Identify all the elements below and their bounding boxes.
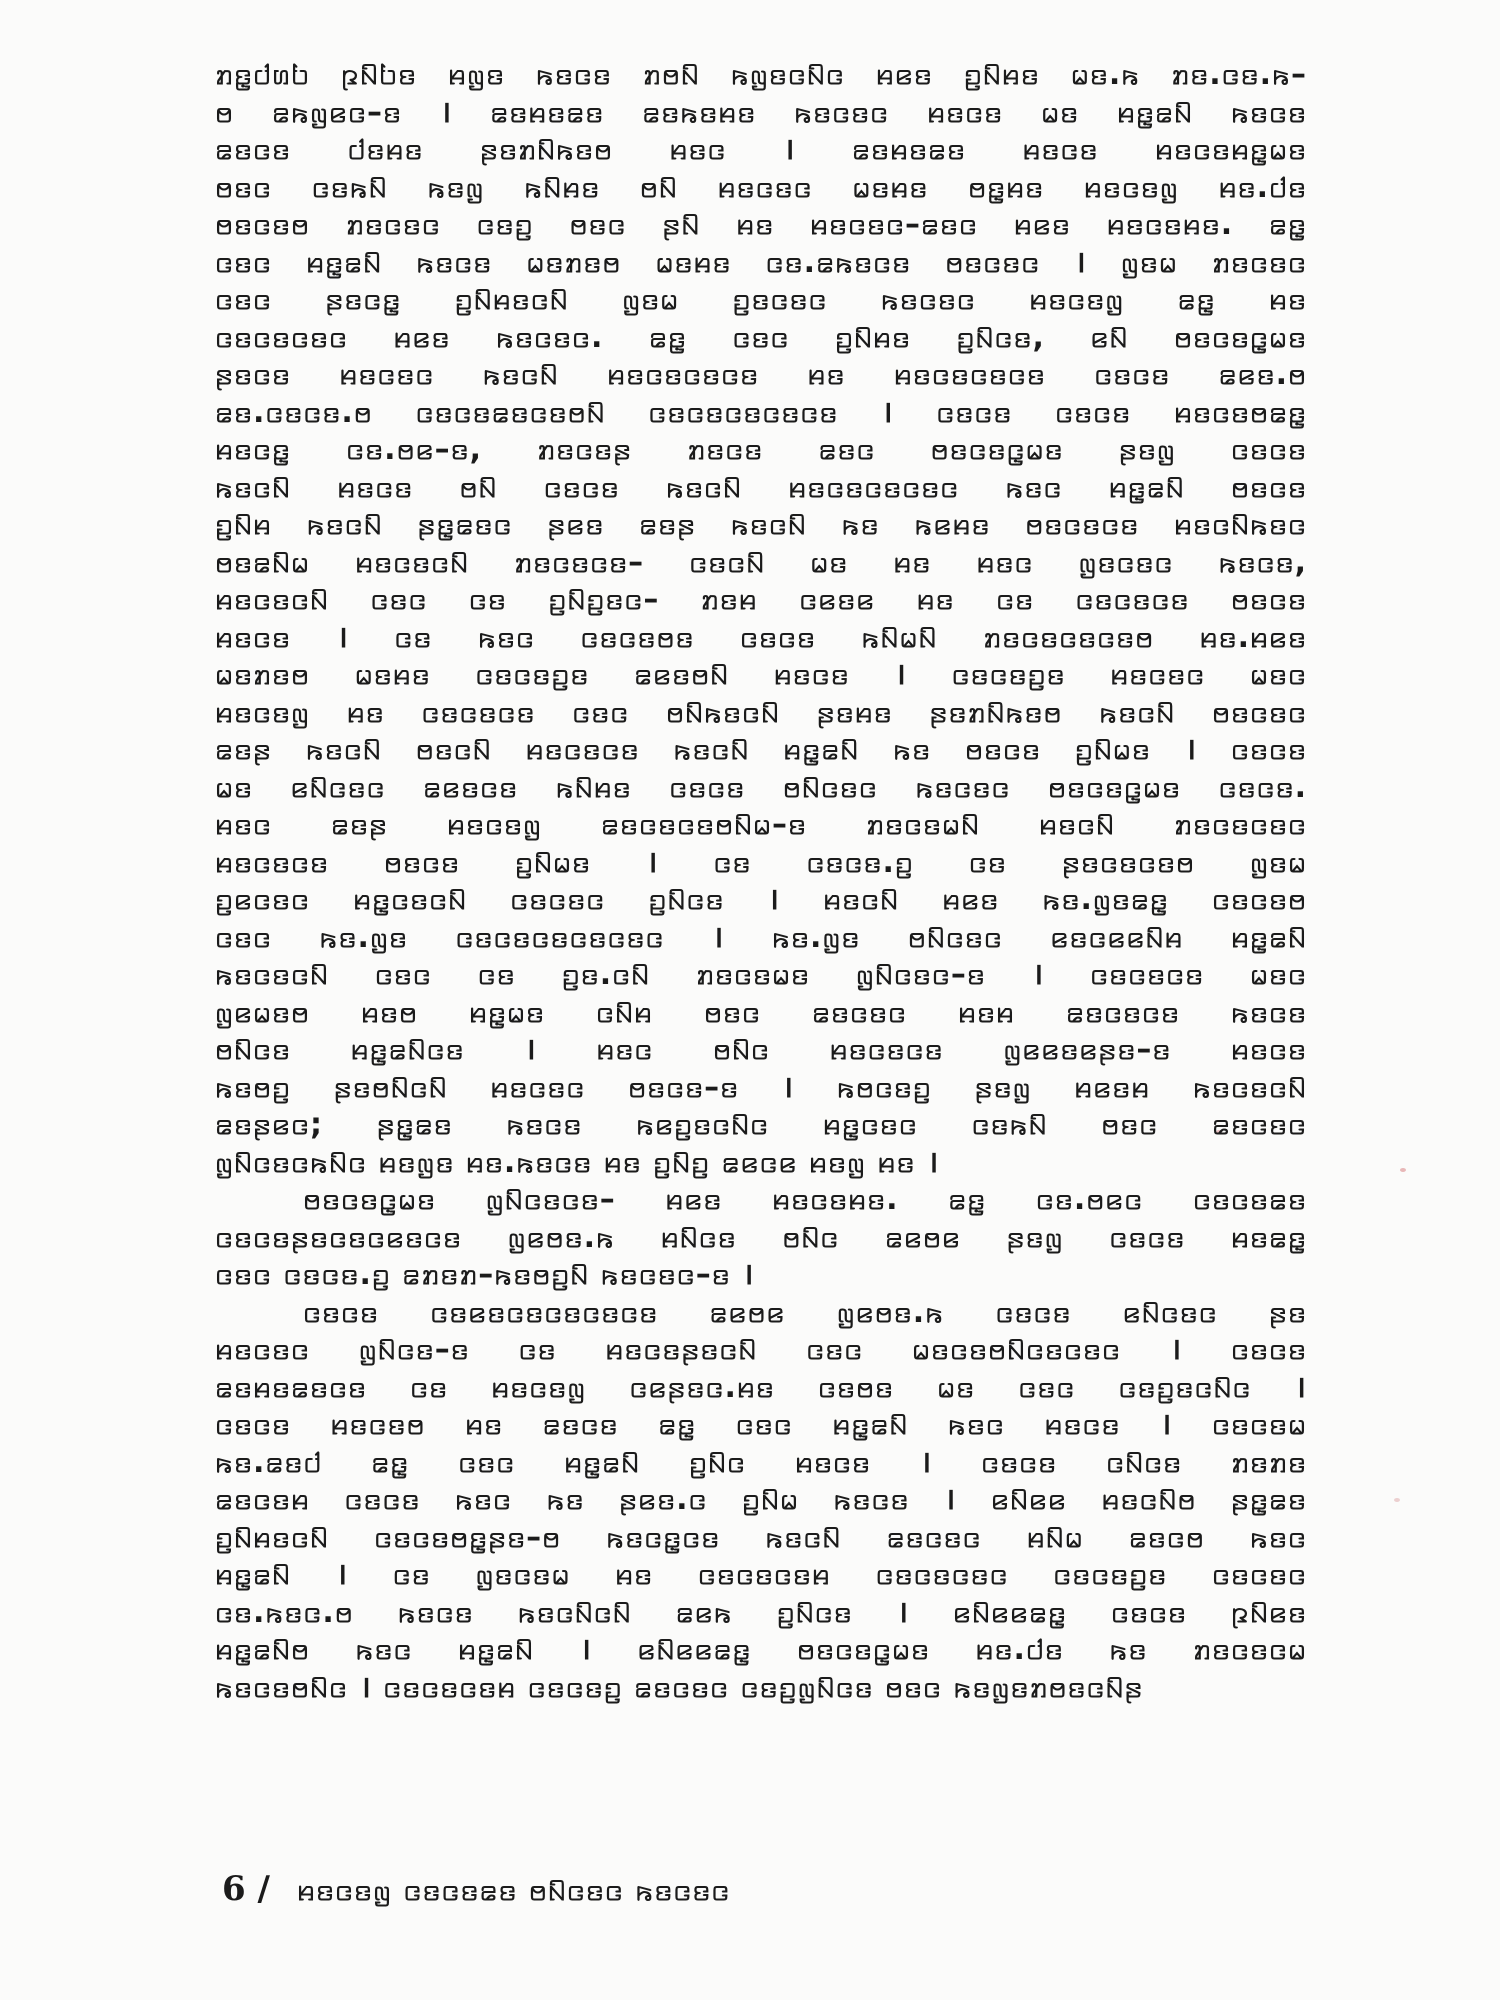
text-line: ꤥꤢꤘꤡꤗ ꤌꤢꤍꤢꤍꤡ ꤊꤢꤍꤢꤍꤢ– ꤍꤢꤍꤡ ꤗꤢ ꤌꤢ ꤌꤢꤍ ꤜꤢꤍꤢꤍ ꤒꤢꤍꤢ,	[215, 544, 1307, 580]
text-line: ꤌꤢ꤭ꤘꤡ । ꤍꤢ ꤜꤢꤍꤢꤗ ꤌꤢ ꤍꤢꤍꤢꤍꤢꤌ ꤍꤢꤍꤢꤍꤢꤍ ꤍꤢꤍꤢꤑꤢ ꤍꤢꤍꤢꤍ	[215, 1557, 1307, 1592]
paragraph	[215, 56, 1307, 1181]
text-line: ꤘꤢꤔꤕꤍ; ꤔꤢ꤭ꤘꤢ ꤒꤢꤍꤢ ꤒꤕꤑꤢꤍꤡꤍ ꤌꤢ꤭ꤍꤢꤍ ꤍꤢꤒꤡ ꤥꤢꤍ ꤘꤢꤍꤢꤍ	[215, 1107, 1307, 1142]
text-line: ꤥꤢꤍꤢꤍ꤭ꤗꤢ ꤜꤡꤍꤢꤍꤢ– ꤌꤕꤢ ꤌꤢꤍꤢꤌꤢ. ꤘꤢ꤭ ꤍꤢ.ꤥꤕꤍ ꤍꤢꤍꤢꤘꤢ	[303, 1182, 1307, 1217]
text-line: ꤒꤢꤥꤑ ꤔꤢꤥꤡꤍꤡ ꤌꤢꤍꤢꤍ ꤥꤢꤍꤢ–ꤢ । ꤒꤥꤍꤢꤑ ꤔꤢꤜ ꤌꤕꤢꤌ ꤒꤢꤍꤢꤍꤡ	[215, 1069, 1307, 1105]
text-line: ꤌꤢꤍꤢꤜ ꤌꤢ ꤍꤢꤍꤢꤍꤢ ꤍꤢꤍ ꤥꤡꤒꤢꤍꤡ ꤔꤢꤌꤢ ꤔꤢꤊꤡꤒꤢꤥ ꤒꤢꤍꤡ ꤥꤢꤍꤢꤍ	[215, 694, 1307, 730]
text-line: ꤑꤡꤌ ꤒꤢꤍꤡ ꤔꤢ꤭ꤘꤢꤍ ꤔꤕꤢ ꤘꤢꤔ ꤒꤢꤍꤡ ꤒꤢ ꤒꤕꤌꤢ ꤥꤢꤍꤢꤍꤢ ꤌꤢꤍꤡꤒꤢꤍ	[215, 507, 1307, 542]
paper-speck	[1394, 1498, 1400, 1502]
text-line: ꤑꤡꤌꤢꤍꤡ ꤍꤢꤍꤢꤥꤢ꤭ꤔꤢ–ꤥ ꤒꤢꤍꤢ꤭ꤍꤢ ꤒꤢꤍꤡ ꤘꤢꤍꤢꤍ ꤌꤡꤗ ꤘꤢꤍꤥ ꤒꤢꤍ	[215, 1519, 1307, 1555]
text-line: ꤌꤢꤍꤢ । ꤍꤢ ꤒꤢꤍ ꤍꤢꤍꤢꤥꤢ ꤍꤢꤍꤢ ꤒꤡꤗꤡ ꤊꤢꤍꤢꤍꤢꤍꤢꤥ ꤌꤢ.ꤌꤕꤢ	[215, 619, 1307, 655]
text-line: ꤘꤢꤍꤢꤌ ꤍꤢꤍꤢ ꤒꤢꤍ ꤒꤢ ꤔꤕꤢ.ꤍ ꤑꤡꤗ ꤒꤢꤍꤢ । ꤕꤡꤕꤕ ꤌꤢꤍꤡꤥ ꤔꤢ꤭ꤘꤢ	[215, 1482, 1307, 1517]
text-line: ꤍꤢꤍ ꤌꤢ꤭ꤘꤡ ꤒꤢꤍꤢ ꤗꤢꤊꤢꤥ ꤗꤢꤌꤢ ꤍꤢ.ꤘꤒꤢꤍꤢ ꤥꤢꤍꤢꤍ । ꤜꤢꤗ ꤊꤢꤍꤢꤍ	[215, 244, 1307, 280]
text-line: ꤍꤢ.ꤒꤢꤍ.ꤥ ꤒꤢꤍꤢ ꤒꤢꤍꤡꤍꤡ ꤘꤕꤒ ꤑꤡꤍꤢ । ꤕꤡꤕꤕꤘꤢ꤭ ꤍꤢꤍꤢ ꤐꤡꤕꤢ	[215, 1594, 1307, 1630]
text-line: ꤘꤢꤍꤢ ꤓꤢꤌꤢ ꤔꤢꤊꤡꤒꤢꤥ ꤌꤢꤍ । ꤘꤢꤌꤢꤘꤢ ꤌꤢꤍꤢ ꤌꤢꤍꤢꤌꤢ꤭ꤗꤢ	[215, 132, 1307, 167]
text-line: ꤜꤡꤍꤢꤍꤒꤡꤍ ꤌꤢꤜꤢ ꤌꤢ.ꤒꤢꤍꤢ ꤌꤢ ꤑꤡꤑ ꤘꤕꤍꤕ ꤌꤢꤜ ꤌꤢ ।	[215, 1144, 940, 1180]
text-line: ꤌꤢꤍ ꤘꤢꤔ ꤌꤢꤍꤢꤜ ꤘꤢꤍꤢꤍꤢꤥꤡꤗ–ꤢ ꤊꤢꤍꤢꤗꤡ ꤌꤢꤍꤡ ꤊꤢꤍꤢꤍꤢꤍ	[215, 807, 1307, 842]
text-line: ꤗꤢꤊꤢꤥ ꤗꤢꤌꤢ ꤍꤢꤍꤢꤑꤢ ꤘꤕꤢꤥꤡ ꤌꤢꤍꤢ । ꤍꤢꤍꤢꤑꤢ ꤌꤢꤍꤢꤍ ꤗꤢꤍ	[215, 657, 1307, 692]
text-line: ꤥꤡꤍꤢ ꤌꤢ꤭ꤘꤡꤍꤢ । ꤌꤢꤍ ꤥꤡꤍ ꤌꤢꤍꤢꤍꤢ ꤜꤕꤕꤢꤕꤔꤢ–ꤢ ꤌꤢꤍꤢ	[215, 1032, 1307, 1067]
text-line: ꤍꤢꤍꤢ ꤌꤢꤍꤢꤥ ꤌꤢ ꤘꤢꤍꤢ ꤘꤢ꤭ ꤍꤢꤍ ꤌꤢ꤭ꤘꤡ ꤒꤢꤍ ꤌꤢꤍꤢ । ꤍꤢꤍꤢꤗ	[215, 1407, 1307, 1442]
page-footer	[222, 1868, 730, 1910]
text-line: ꤌꤢꤍꤢꤍ ꤜꤡꤍꤢ–ꤢ ꤍꤢ ꤌꤢꤍꤢꤔꤢꤍꤡ ꤍꤢꤍ ꤗꤢꤍꤢꤥꤡꤍꤢꤍꤢꤍ । ꤍꤢꤍꤢ	[215, 1332, 1307, 1367]
text-line: ꤍꤢꤍꤢꤔꤢꤍꤢꤍꤕꤢꤍꤢ ꤜꤕꤥꤢ.ꤒ ꤌꤡꤍꤢ ꤥꤡꤍ ꤘꤕꤥꤕ ꤔꤢꤜ ꤍꤢꤍꤢ ꤌꤢꤘꤢ꤭	[215, 1219, 1307, 1255]
text-line: ꤒꤢꤍꤢꤥꤡꤍ । ꤍꤢꤍꤢꤍꤢꤌ ꤍꤢꤍꤢꤑ ꤘꤢꤍꤢꤍ ꤍꤢꤑꤜꤡꤍꤢ ꤥꤢꤍ ꤒꤢꤜꤢꤊꤥꤢꤍꤡꤔ	[215, 1669, 1144, 1705]
text-line: ꤍꤢꤍ ꤒꤢ.ꤜꤢ ꤍꤢꤍꤢꤍꤢꤍꤢꤍꤢꤍ । ꤒꤢ.ꤜꤢ ꤥꤡꤍꤢꤍ ꤕꤢꤍꤕꤕꤡꤌ ꤌꤢ꤭ꤘꤡ	[215, 919, 1307, 955]
text-line: ꤌꤢꤍꤢꤍꤡ ꤍꤢꤍ ꤍꤢ ꤑꤡꤑꤢꤍ– ꤊꤢꤌ ꤍꤕꤢꤕ ꤌꤢ ꤍꤢ ꤍꤢꤍꤢꤍꤢ ꤥꤢꤍꤢ	[215, 582, 1307, 617]
running-title: ꤌꤢꤍꤢꤜ ꤍꤢꤍꤢꤘꤢ ꤥꤡꤍꤢꤍ ꤒꤢꤍꤢꤍ	[297, 1873, 731, 1908]
text-line: ꤗꤢ ꤕꤡꤍꤢꤍ ꤘꤕꤢꤍꤢ ꤒꤡꤌꤢ ꤍꤢꤍꤢ ꤥꤡꤍꤢꤍ ꤒꤢꤍꤢꤍ ꤥꤢꤍꤢꤍ꤭ꤗꤢ ꤍꤢꤍꤢ.	[215, 769, 1307, 805]
text-line: ꤒꤢ.ꤘꤢꤓ ꤘꤢ꤭ ꤍꤢꤍ ꤌꤢ꤭ꤘꤡ ꤑꤡꤍ ꤌꤢꤍꤢ । ꤍꤢꤍꤢ ꤍꤡꤍꤢ ꤊꤢꤊꤢ	[215, 1444, 1307, 1480]
text-line: ꤍꤢꤍ ꤍꤢꤍꤢ.ꤑ ꤘꤊꤢꤊ–ꤒꤢꤥꤑꤡ ꤒꤢꤍꤢꤍ–ꤢ ।	[215, 1257, 755, 1292]
page-number: 6 /	[222, 1869, 270, 1909]
paragraph	[215, 1294, 1307, 1707]
body-text	[215, 56, 1307, 1706]
text-line: ꤊꤢ꤭ꤓꤛꤝ ꤐꤡꤝꤢ ꤌꤜꤢ ꤒꤢꤍꤢ ꤊꤥꤡ ꤒꤜꤢꤍꤡꤍ ꤌꤕꤢ ꤑꤡꤌꤢ ꤗꤢ.ꤒ ꤊꤢ.ꤍꤢ.ꤒ–	[215, 57, 1307, 92]
text-line: ꤒꤢꤍꤢꤍꤡ ꤍꤢꤍ ꤍꤢ ꤑꤢ.ꤍꤡ ꤊꤢꤍꤢꤗꤢ ꤜꤡꤍꤢꤍ–ꤢ । ꤍꤢꤍꤢꤍꤢ ꤗꤢꤍ	[215, 957, 1307, 992]
text-line: ꤥꤢꤍꤢꤥ ꤊꤢꤍꤢꤍ ꤍꤢꤑ ꤥꤢꤍ ꤔꤡ ꤌꤢ ꤌꤢꤍꤢꤍ–ꤘꤢꤍ ꤌꤕꤢ ꤌꤢꤍꤢꤌꤢ. ꤘꤢ꤭	[215, 207, 1307, 242]
text-line: ꤑꤕꤍꤢꤍ ꤌꤢ꤭ꤍꤢꤍꤡ ꤍꤢꤍꤢꤍ ꤑꤡꤍꤢ । ꤌꤢꤍꤡ ꤌꤕꤢ ꤒꤢ.ꤜꤢꤘꤢ꤭ ꤍꤢꤍꤢꤥ	[215, 882, 1307, 917]
text-line: ꤒꤢꤍꤡ ꤌꤢꤍꤢ ꤥꤡ ꤍꤢꤍꤢ ꤒꤢꤍꤡ ꤌꤢꤍꤢꤍꤢꤍꤢꤍ ꤒꤢꤍ ꤌꤢ꤭ꤘꤡ ꤥꤢꤍꤢ	[215, 469, 1307, 505]
text-line: ꤍꤢꤍꤢ ꤍꤢꤕꤢꤍꤢꤍꤢꤍꤢꤍꤢ ꤘꤕꤥꤕ ꤜꤕꤥꤢ.ꤒ ꤍꤢꤍꤢ ꤕꤡꤍꤢꤍ ꤔꤢ	[303, 1294, 1307, 1330]
text-line: ꤘꤢ.ꤍꤢꤍꤢ.ꤥ ꤍꤢꤍꤢꤘꤢꤍꤢꤥꤡ ꤍꤢꤍꤢꤍꤢꤍꤢꤍꤢ । ꤍꤢꤍꤢ ꤍꤢꤍꤢ ꤌꤢꤍꤢꤥꤘꤢ꤭	[215, 394, 1307, 430]
text-line: ꤘꤢꤔ ꤒꤢꤍꤡ ꤥꤢꤍꤡ ꤌꤢꤍꤢꤍꤢ ꤒꤢꤍꤡ ꤌꤢ꤭ꤘꤡ ꤒꤢ ꤥꤢꤍꤢ ꤑꤡꤗꤢ । ꤍꤢꤍꤢ	[215, 732, 1307, 767]
text-line: ꤍꤢꤍ ꤔꤢꤍꤢ꤭ ꤑꤡꤌꤢꤍꤡ ꤜꤢꤗ ꤑꤢꤍꤢꤍ ꤒꤢꤍꤢꤍ ꤌꤢꤍꤢꤜ ꤘꤢ꤭ ꤌꤢ	[215, 282, 1307, 317]
text-line: ꤍꤢꤍꤢꤍꤢꤍ ꤌꤕꤢ ꤒꤢꤍꤢꤍ. ꤘꤢ꤭ ꤍꤢꤍ ꤑꤡꤌꤢ ꤑꤡꤍꤢ, ꤕꤡ ꤥꤢꤍꤢꤍ꤭ꤗꤢ	[215, 319, 1307, 355]
text-line: ꤔꤢꤍꤢ ꤌꤢꤍꤢꤍ ꤒꤢꤍꤡ ꤌꤢꤍꤢꤍꤢꤍꤢ ꤌꤢ ꤌꤢꤍꤢꤍꤢꤍꤢ ꤍꤢꤍꤢ ꤘꤕꤢ.ꤥ	[215, 357, 1307, 392]
text-line: ꤌꤢꤍꤢ꤭ ꤍꤢ.ꤥꤕ–ꤢ, ꤊꤢꤍꤢꤔ ꤊꤢꤍꤢ ꤘꤢꤍ ꤥꤢꤍꤢꤍ꤭ꤗꤢ ꤔꤢꤜ ꤍꤢꤍꤢ	[215, 432, 1307, 467]
text-line: ꤜꤕꤗꤢꤥ ꤌꤢꤥ ꤌꤢ꤭ꤗꤢ ꤍꤡꤌ ꤥꤢꤍ ꤘꤢꤍꤢꤍ ꤌꤢꤌ ꤘꤢꤍꤢꤍꤢ ꤒꤢꤍꤢ	[215, 994, 1307, 1030]
text-line: ꤥ ꤘꤒꤜꤕꤍ–ꤢ । ꤘꤢꤌꤢꤘꤢ ꤘꤢꤒꤢꤌꤢ ꤒꤢꤍꤢꤍ ꤌꤢꤍꤢ ꤗꤢ ꤌꤢ꤭ꤘꤡ ꤒꤢꤍꤢ	[215, 94, 1307, 130]
text-line: ꤌꤢ꤭ꤘꤡꤥ ꤒꤢꤍ ꤌꤢ꤭ꤘꤡ । ꤕꤡꤕꤕꤘꤢ꤭ ꤥꤢꤍꤢꤍ꤭ꤗꤢ ꤌꤢ.ꤓꤢ ꤒꤢ ꤊꤢꤍꤢꤍꤗ	[215, 1632, 1307, 1667]
text-line: ꤥꤢꤍ ꤍꤢꤒꤡ ꤒꤢꤜ ꤒꤡꤌꤢ ꤥꤡ ꤌꤢꤍꤢꤍ ꤗꤢꤌꤢ ꤥꤢ꤭ꤌꤢ ꤌꤢꤍꤢꤜ ꤌꤢ.ꤓꤢ	[215, 169, 1307, 205]
paper-speck	[1400, 1168, 1406, 1172]
paragraph	[215, 1181, 1307, 1294]
text-line: ꤘꤢꤌꤢꤘꤢꤍꤢ ꤍꤢ ꤌꤢꤍꤢꤜ ꤍꤕꤔꤢꤍ.ꤌꤢ ꤍꤢꤥꤢ ꤗꤢ ꤍꤢꤍ ꤍꤢꤑꤢꤍꤡꤍ ।	[215, 1369, 1307, 1405]
text-line: ꤌꤢꤍꤢꤍꤢ ꤥꤢꤍꤢ ꤑꤡꤗꤢ । ꤍꤢ ꤍꤢꤍꤢ.ꤑ ꤍꤢ ꤔꤢꤍꤢꤍꤢꤥ ꤜꤢꤗ	[215, 844, 1307, 880]
